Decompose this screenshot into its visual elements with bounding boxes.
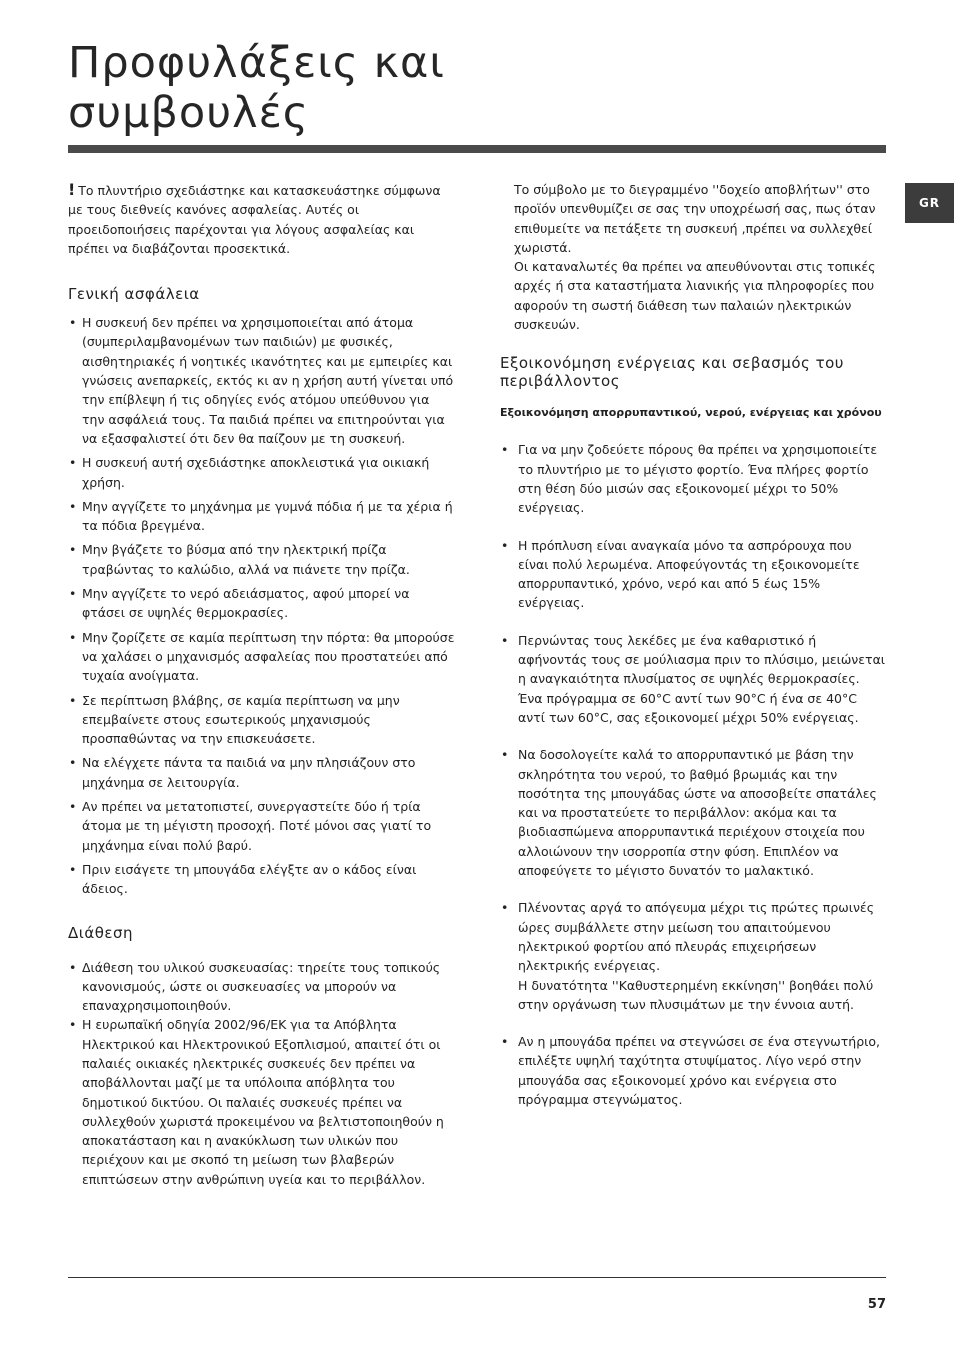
list-item: • Η ευρωπαϊκή οδηγία 2002/96/ΕΚ για τα Απόβλητα Ηλεκτρικού και Ηλεκτρονικού Εξοπλισμού, απαιτεί ότι οι παλαιές οικιακές ηλεκτρικές συσκευές δεν πρέπει να αποβάλλονται μαζί με τα υπόλοιπα απόβλητα του δημοτικού δικτύου. Οι παλαιές συσκευές πρέπει να συλλεχθούν χωριστά προκειμένου να βελτιστοποιηθούν η αποκατάσταση και η ανακύκλωση των υλικών που περιέχουν και με σκοπό τη μείωση των βλαβερών επιπτώσεων στην ανθρώπινη υγεία και το περιβάλλον.	[68, 1015, 455, 1189]
list-item: • Μην αγγίζετε το μηχάνημα με γυμνά πόδια ή με τα χέρια ή τα πόδια βρεγμένα.	[68, 497, 455, 536]
general-safety-heading: Γενική ασφάλεια	[68, 285, 200, 304]
general-safety-list	[68, 313, 455, 898]
language-tab: GR	[905, 183, 954, 223]
list-item: • Να δοσολογείτε καλά το απορρυπαντικό με βάση την σκληρότητα του νερού, το βαθμό βρωμιάς και την ποσότητα της μπουγάδας ώστε να αποσοβείτε σπατάλες και να προστατεύετε το περιβάλλον: ακόμα και τα βιοδιασπώμενα απορρυπαντικά περιέχουν στοιχεία που αλλοιώνουν την ισορροπία στην φύση. Επιπλέον να αποφεύγετε το μέγιστο δυνατόν το μαλακτικό.	[500, 745, 886, 880]
list-item: • Μην βγάζετε το βύσμα από την ηλεκτρική πρίζα τραβώντας το καλώδιο, αλλά να πιάνετε την πρίζα.	[68, 540, 455, 579]
disposal-heading: Διάθεση	[68, 923, 134, 942]
list-item: • Μην ζορίζετε σε καμία περίπτωση την πόρτα: θα μπορούσε να χαλάσει ο μηχανισμός ασφαλείας που προστατεύει από τυχαία ανοίγματα.	[68, 628, 455, 686]
disposal-list	[68, 958, 455, 1190]
list-item: • Αν πρέπει να μετατοπιστεί, συνεργαστείτε δύο ή τρία άτομα με τη μέγιστη προσοχή. Ποτέ μόνοι σας γιατί το μηχάνημα είναι πολύ βαρύ.	[68, 797, 455, 855]
list-item: • Αν η μπουγάδα πρέπει να στεγνώσει σε ένα στεγνωτήριο, επιλέξτε υψηλή ταχύτητα στυψίματος. Λίγο νερό στην μπουγάδα σας εξοικονομεί χρόνο και ενέργεια στο πρόγραμμα στεγνώματος.	[500, 1032, 886, 1109]
list-item: • Η συσκευή αυτή σχεδιάστηκε αποκλειστικά για οικιακή χρήση.	[68, 453, 455, 492]
safety-intro-text: Το πλυντήριο σχεδιάστηκε και κατασκευάστηκε σύμφωνα με τους διεθνείς κανόνες ασφαλείας. Αυτές οι προειδοποιήσεις παρέχονται για λόγους ασφαλείας και πρέπει να διαβάζονται προσεκτικά.	[68, 183, 441, 256]
list-item: • Να ελέγχετε πάντα τα παιδιά να μην πλησιάζουν στο μηχάνημα σε λειτουργία.	[68, 753, 455, 792]
energy-heading: Εξοικονόμηση ενέργειας και σεβασμός του περιβάλλοντος	[500, 354, 844, 391]
disposal-continued-text: Το σύμβολο με το διεγραμμένο ''δοχείο αποβλήτων'' στο προϊόν υπενθυμίζει σε σας την υποχρέωσή σας, πως όταν επιθυμείτε να πετάξετε τη συσκευή ,πρέπει να συλλεχθεί χωριστά.	[514, 182, 876, 255]
safety-intro	[68, 180, 455, 258]
disposal-consumer-note: Οι καταναλωτές θα πρέπει να απευθύνονται στις τοπικές αρχές ή στα καταστήματα λιανικής για πληροφορίες που αφορούν τη σωστή διάθεση των παλαιών ηλεκτρικών συσκευών.	[514, 259, 876, 333]
list-item: • Πλένοντας αργά το απόγευμα μέχρι τις πρώτες πρωινές ώρες συμβάλλετε στην μείωση του απαιτούμενου ηλεκτρικού φορτίου από πλευράς επιχειρήσεων ηλεκτρικής ενέργειας.	[500, 898, 886, 975]
page-title: Προφυλάξεις και συμβουλές	[68, 38, 445, 138]
page-number: 57	[867, 1297, 886, 1312]
warning-icon: !	[68, 180, 76, 199]
list-item: • Περνώντας τους λεκέδες με ένα καθαριστικό ή αφήνοντάς τους σε μούλιασμα πριν το πλύσιμο, μειώνεται η αναγκαιότητα πλυσίματος σε υψηλές θερμοκρασίες. Ένα πρόγραμμα σε 60°C αντί των 90°C ή ένα σε 40°C αντί των 60°C, σας εξοικονομεί μέχρι 50% ενέργειας.	[500, 631, 886, 727]
delayed-start-note: Η δυνατότητα ''Καθυστερημένη εκκίνηση'' βοηθάει πολύ στην οργάνωση των πλυσιμάτων με την έννοια αυτή.	[518, 977, 874, 1012]
right-column	[500, 180, 886, 1109]
list-item: • Σε περίπτωση βλάβης, σε καμία περίπτωση να μην επεμβαίνετε στους εσωτερικούς μηχανισμούς προσπαθώντας να την επισκευάσετε.	[68, 691, 455, 749]
list-item: • Η συσκευή δεν πρέπει να χρησιμοποιείται από άτομα (συμπεριλαμβανομένων των παιδιών) με φυσικές, αισθητηριακές ή νοητικές ικανότητες και με εμπειρίες και γνώσεις ανεπαρκείς, εκτός κι αν η χρήση αυτή γίνεται υπό την επίβλεψη ή τις οδηγίες ενός ατόμου υπεύθυνου για την ασφάλειά τους. Τα παιδιά πρέπει να επιτηρούνται για να εξασφαλιστεί ότι δεν θα παίζουν με τη συσκευή.	[68, 313, 455, 448]
footer-divider	[68, 1277, 886, 1278]
list-item: • Διάθεση του υλικού συσκευασίας: τηρείτε τους τοπικούς κανονισμούς, ώστε οι συσκευασίες να μπορούν να επαναχρησιμοποιηθούν.	[68, 958, 455, 1016]
list-item: • Για να μην ζοδεύετε πόρους θα πρέπει να χρησιμοποιείτε το πλυντήριο με το μέγιστο φορτίο. Ένα πλήρες φορτίο στη θέση δύο μισών σας εξοικονομεί μέχρι το 50% ενέργειας.	[500, 440, 886, 517]
list-item: • Η πρόπλυση είναι αναγκαία μόνο τα ασπρόρουχα που είναι πολύ λερωμένα. Αποφεύγοντάς τη εξοικονομείτε απορρυπαντικό, χρόνο, νερό και από 5 έως 15% ενέργειας.	[500, 536, 886, 613]
list-item: • Μην αγγίζετε το νερό αδειάσματος, αφού μπορεί να φτάσει σε υψηλές θερμοκρασίες.	[68, 584, 455, 623]
title-divider	[68, 145, 886, 153]
energy-subheading: Εξοικονόμηση απορρυπαντικού, νερού, ενέργειας και χρόνου	[500, 406, 882, 420]
left-column	[68, 180, 455, 1189]
list-item: • Πριν εισάγετε τη μπουγάδα ελέγξτε αν ο κάδος είναι άδειος.	[68, 860, 455, 899]
